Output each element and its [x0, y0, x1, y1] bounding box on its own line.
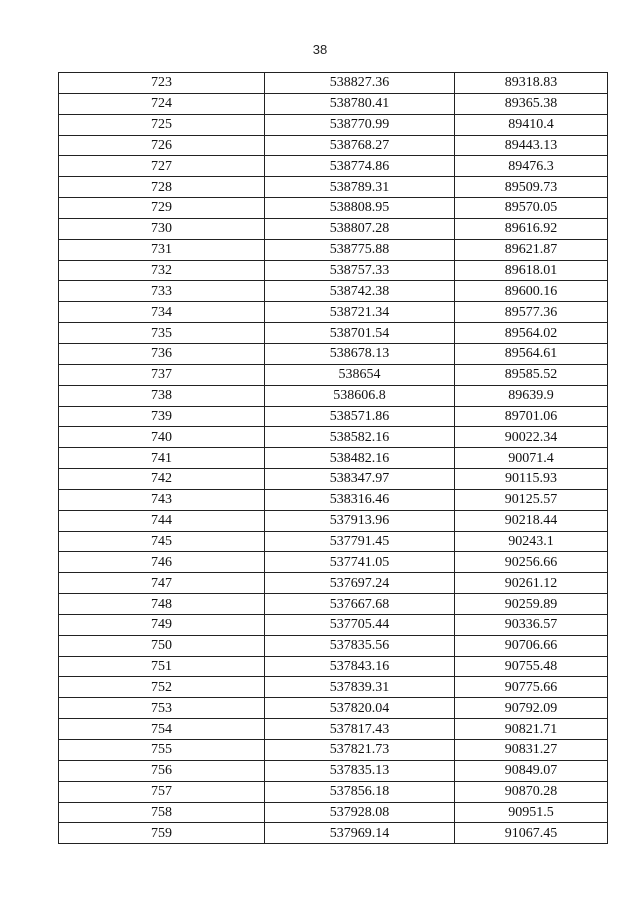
table-row	[59, 677, 608, 698]
point-number-cell: 746	[59, 552, 265, 573]
y-coordinate-cell: 90870.28	[455, 781, 608, 802]
table-row	[59, 302, 608, 323]
point-number-cell: 727	[59, 156, 265, 177]
table-row	[59, 156, 608, 177]
point-number-cell: 741	[59, 448, 265, 469]
point-number-cell: 752	[59, 677, 265, 698]
x-coordinate-cell: 537969.14	[265, 823, 455, 844]
table-row	[59, 323, 608, 344]
y-coordinate-cell: 89600.16	[455, 281, 608, 302]
x-coordinate-cell: 537821.73	[265, 740, 455, 761]
table-row	[59, 594, 608, 615]
table-row	[59, 573, 608, 594]
page-number: 38	[312, 42, 328, 57]
y-coordinate-cell: 89365.38	[455, 93, 608, 114]
x-coordinate-cell: 538770.99	[265, 114, 455, 135]
x-coordinate-cell: 538780.41	[265, 93, 455, 114]
point-number-cell: 734	[59, 302, 265, 323]
y-coordinate-cell: 89616.92	[455, 218, 608, 239]
point-number-cell: 747	[59, 573, 265, 594]
point-number-cell: 749	[59, 614, 265, 635]
y-coordinate-cell: 89509.73	[455, 177, 608, 198]
x-coordinate-cell: 537667.68	[265, 594, 455, 615]
point-number-cell: 744	[59, 510, 265, 531]
table-row	[59, 531, 608, 552]
y-coordinate-cell: 89564.61	[455, 343, 608, 364]
x-coordinate-cell: 538757.33	[265, 260, 455, 281]
table-row	[59, 406, 608, 427]
point-number-cell: 750	[59, 635, 265, 656]
point-number-cell: 724	[59, 93, 265, 114]
table-row	[59, 93, 608, 114]
y-coordinate-cell: 90951.5	[455, 802, 608, 823]
table-row	[59, 469, 608, 490]
x-coordinate-cell: 537913.96	[265, 510, 455, 531]
coordinate-table	[58, 72, 608, 844]
point-number-cell: 742	[59, 469, 265, 490]
y-coordinate-cell: 90336.57	[455, 614, 608, 635]
point-number-cell: 738	[59, 385, 265, 406]
point-number-cell: 751	[59, 656, 265, 677]
table-row	[59, 73, 608, 94]
y-coordinate-cell: 90243.1	[455, 531, 608, 552]
table-row	[59, 239, 608, 260]
table-row	[59, 614, 608, 635]
table-row	[59, 448, 608, 469]
x-coordinate-cell: 538571.86	[265, 406, 455, 427]
y-coordinate-cell: 89585.52	[455, 364, 608, 385]
point-number-cell: 740	[59, 427, 265, 448]
table-row	[59, 260, 608, 281]
x-coordinate-cell: 538482.16	[265, 448, 455, 469]
y-coordinate-cell: 89639.9	[455, 385, 608, 406]
x-coordinate-cell: 538654	[265, 364, 455, 385]
table-row	[59, 760, 608, 781]
y-coordinate-cell: 89443.13	[455, 135, 608, 156]
point-number-cell: 759	[59, 823, 265, 844]
x-coordinate-cell: 538701.54	[265, 323, 455, 344]
point-number-cell: 757	[59, 781, 265, 802]
point-number-cell: 735	[59, 323, 265, 344]
x-coordinate-cell: 538775.88	[265, 239, 455, 260]
x-coordinate-cell: 538721.34	[265, 302, 455, 323]
y-coordinate-cell: 89570.05	[455, 198, 608, 219]
x-coordinate-cell: 537705.44	[265, 614, 455, 635]
table-row	[59, 740, 608, 761]
point-number-cell: 758	[59, 802, 265, 823]
table-row	[59, 198, 608, 219]
table-row	[59, 489, 608, 510]
point-number-cell: 728	[59, 177, 265, 198]
table-row	[59, 635, 608, 656]
x-coordinate-cell: 537817.43	[265, 719, 455, 740]
point-number-cell: 736	[59, 343, 265, 364]
y-coordinate-cell: 89410.4	[455, 114, 608, 135]
x-coordinate-cell: 538768.27	[265, 135, 455, 156]
x-coordinate-cell: 538678.13	[265, 343, 455, 364]
x-coordinate-cell: 537791.45	[265, 531, 455, 552]
x-coordinate-cell: 538347.97	[265, 469, 455, 490]
point-number-cell: 743	[59, 489, 265, 510]
x-coordinate-cell: 537839.31	[265, 677, 455, 698]
x-coordinate-cell: 538808.95	[265, 198, 455, 219]
y-coordinate-cell: 90256.66	[455, 552, 608, 573]
point-number-cell: 733	[59, 281, 265, 302]
point-number-cell: 732	[59, 260, 265, 281]
point-number-cell: 729	[59, 198, 265, 219]
x-coordinate-cell: 537928.08	[265, 802, 455, 823]
y-coordinate-cell: 90775.66	[455, 677, 608, 698]
y-coordinate-cell: 89618.01	[455, 260, 608, 281]
y-coordinate-cell: 90831.27	[455, 740, 608, 761]
point-number-cell: 731	[59, 239, 265, 260]
point-number-cell: 726	[59, 135, 265, 156]
y-coordinate-cell: 91067.45	[455, 823, 608, 844]
table-row	[59, 781, 608, 802]
x-coordinate-cell: 537741.05	[265, 552, 455, 573]
table-row	[59, 823, 608, 844]
y-coordinate-cell: 89621.87	[455, 239, 608, 260]
x-coordinate-cell: 538774.86	[265, 156, 455, 177]
table-row	[59, 552, 608, 573]
x-coordinate-cell: 538606.8	[265, 385, 455, 406]
table-row	[59, 364, 608, 385]
y-coordinate-cell: 89318.83	[455, 73, 608, 94]
y-coordinate-cell: 90849.07	[455, 760, 608, 781]
x-coordinate-cell: 538582.16	[265, 427, 455, 448]
y-coordinate-cell: 90821.71	[455, 719, 608, 740]
table-row	[59, 135, 608, 156]
x-coordinate-cell: 537820.04	[265, 698, 455, 719]
table-row	[59, 656, 608, 677]
x-coordinate-cell: 537856.18	[265, 781, 455, 802]
y-coordinate-cell: 90218.44	[455, 510, 608, 531]
table-row	[59, 114, 608, 135]
point-number-cell: 755	[59, 740, 265, 761]
point-number-cell: 725	[59, 114, 265, 135]
x-coordinate-cell: 537843.16	[265, 656, 455, 677]
point-number-cell: 730	[59, 218, 265, 239]
point-number-cell: 737	[59, 364, 265, 385]
table-row	[59, 802, 608, 823]
point-number-cell: 745	[59, 531, 265, 552]
point-number-cell: 723	[59, 73, 265, 94]
table-row	[59, 719, 608, 740]
y-coordinate-cell: 90261.12	[455, 573, 608, 594]
y-coordinate-cell: 89701.06	[455, 406, 608, 427]
y-coordinate-cell: 90755.48	[455, 656, 608, 677]
table-row	[59, 385, 608, 406]
x-coordinate-cell: 538807.28	[265, 218, 455, 239]
point-number-cell: 756	[59, 760, 265, 781]
x-coordinate-cell: 537697.24	[265, 573, 455, 594]
table-row	[59, 698, 608, 719]
table-row	[59, 218, 608, 239]
y-coordinate-cell: 90259.89	[455, 594, 608, 615]
point-number-cell: 753	[59, 698, 265, 719]
y-coordinate-cell: 90022.34	[455, 427, 608, 448]
table-row	[59, 510, 608, 531]
y-coordinate-cell: 89577.36	[455, 302, 608, 323]
y-coordinate-cell: 89476.3	[455, 156, 608, 177]
x-coordinate-cell: 538827.36	[265, 73, 455, 94]
x-coordinate-cell: 538316.46	[265, 489, 455, 510]
y-coordinate-cell: 90706.66	[455, 635, 608, 656]
table-row	[59, 177, 608, 198]
x-coordinate-cell: 537835.13	[265, 760, 455, 781]
table-row	[59, 281, 608, 302]
x-coordinate-cell: 538789.31	[265, 177, 455, 198]
y-coordinate-cell: 90071.4	[455, 448, 608, 469]
point-number-cell: 754	[59, 719, 265, 740]
coordinate-table-body	[59, 73, 608, 844]
table-row	[59, 427, 608, 448]
y-coordinate-cell: 90115.93	[455, 469, 608, 490]
x-coordinate-cell: 538742.38	[265, 281, 455, 302]
y-coordinate-cell: 90125.57	[455, 489, 608, 510]
point-number-cell: 748	[59, 594, 265, 615]
y-coordinate-cell: 90792.09	[455, 698, 608, 719]
x-coordinate-cell: 537835.56	[265, 635, 455, 656]
y-coordinate-cell: 89564.02	[455, 323, 608, 344]
point-number-cell: 739	[59, 406, 265, 427]
table-row	[59, 343, 608, 364]
